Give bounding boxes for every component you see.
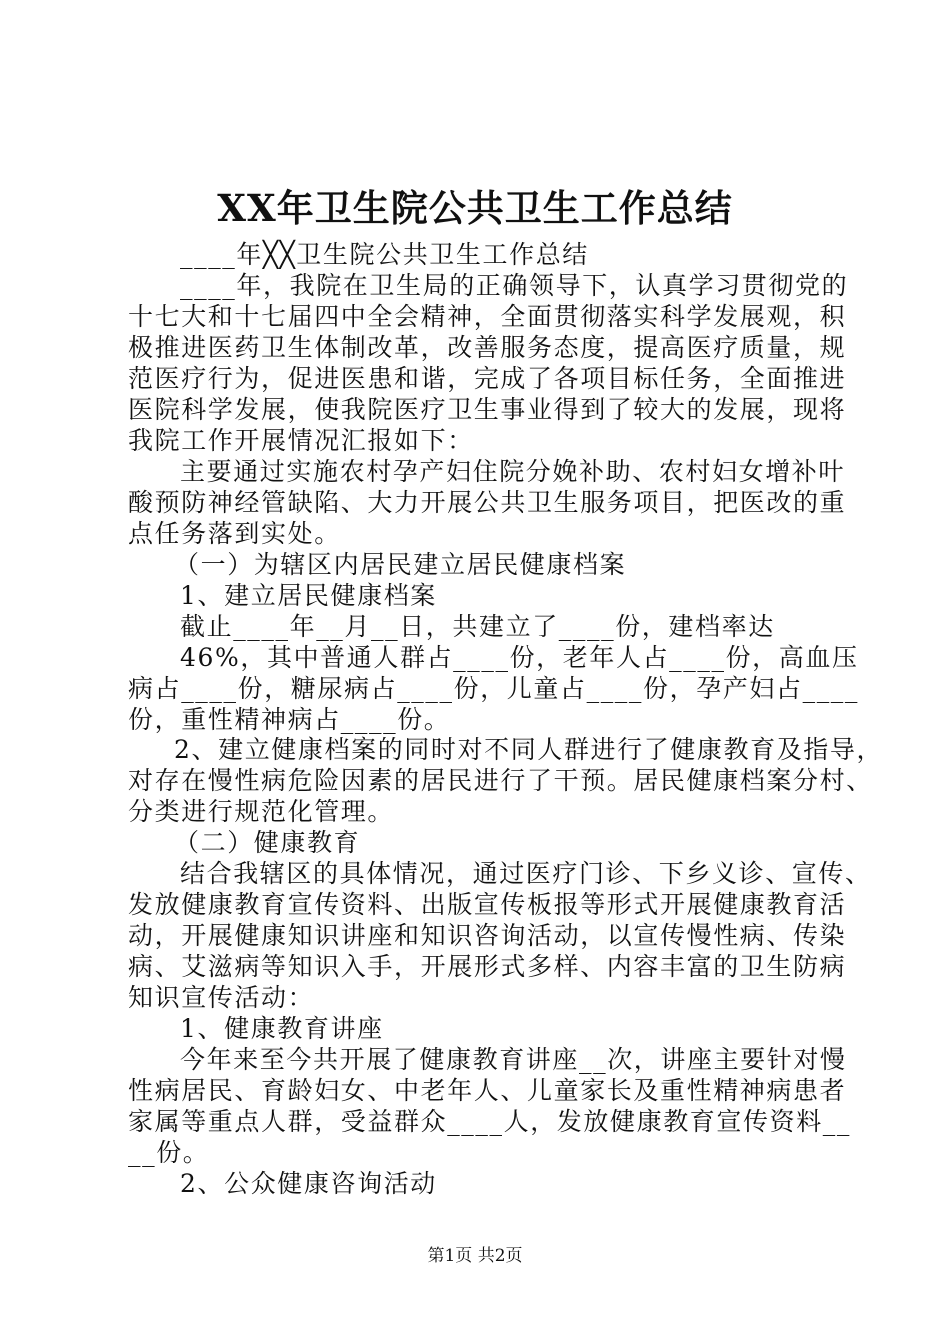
paragraph-line: 范医疗行为，促进医患和谐，完成了各项目标任务，全面推进: [128, 364, 847, 393]
paragraph-line: 对存在慢性病危险因素的居民进行了干预。居民健康档案分村、: [128, 766, 873, 795]
paragraph-line: 极推进医药卫生体制改革，改善服务态度，提高医疗质量，规: [128, 333, 847, 362]
paragraph-line: 结合我辖区的具体情况，通过医疗门诊、下乡义诊、宣传、: [180, 859, 872, 888]
paragraph-line: 知识宣传活动：: [128, 983, 315, 1012]
paragraph-line: 我院工作开展情况汇报如下：: [128, 426, 474, 455]
paragraph-line: 分类进行规范化管理。: [128, 797, 395, 826]
paragraph-line: 今年来至今共开展了健康教育讲座__次，讲座主要针对慢: [180, 1045, 847, 1074]
paragraph-line: 医院科学发展，使我院医疗卫生事业得到了较大的发展，现将: [128, 395, 847, 424]
subsection-heading: 1、健康教育讲座: [180, 1014, 384, 1043]
paragraph-line: 2、建立健康档案的同时对不同人群进行了健康教育及指导，: [174, 735, 884, 764]
page-title: XX年卫生院公共卫生工作总结: [217, 186, 733, 230]
paragraph-line: 46%，其中普通人群占____份，老年人占____份，高血压: [180, 643, 859, 672]
paragraph-line: ____年，我院在卫生局的正确领导下，认真学习贯彻党的: [180, 271, 849, 300]
subtitle-line: ____年╳╳卫生院公共卫生工作总结: [180, 240, 589, 269]
paragraph-line: 点任务落到实处。: [128, 519, 341, 548]
paragraph-line: __份。: [128, 1138, 210, 1167]
paragraph-line: 份，重性精神病占____份。: [128, 705, 451, 734]
paragraph-line: 截止____年__月__日，共建立了____份，建档率达: [180, 612, 775, 641]
paragraph-line: 性病居民、育龄妇女、中老年人、儿童家长及重性精神病患者: [128, 1076, 847, 1105]
paragraph-line: 家属等重点人群，受益群众____人，发放健康教育宣传资料__: [128, 1107, 852, 1136]
subsection-heading: 2、公众健康咨询活动: [180, 1169, 437, 1198]
paragraph-line: 十七大和十七届四中全会精神，全面贯彻落实科学发展观，积: [128, 302, 847, 331]
paragraph-line: 发放健康教育宣传资料、出版宣传板报等形式开展健康教育活: [128, 890, 847, 919]
page-footer: 第1页 共2页: [427, 1246, 523, 1266]
paragraph-line: 动，开展健康知识讲座和知识咨询活动，以宣传慢性病、传染: [128, 921, 847, 950]
paragraph-line: 主要通过实施农村孕产妇住院分娩补助、农村妇女增补叶: [180, 457, 846, 486]
subsection-heading: 1、建立居民健康档案: [180, 581, 437, 610]
section-heading: （一）为辖区内居民建立居民健康档案: [174, 550, 627, 579]
section-heading: （二）健康教育: [174, 828, 361, 857]
paragraph-line: 病、艾滋病等知识入手，开展形式多样、内容丰富的卫生防病: [128, 952, 847, 981]
paragraph-line: 病占____份，糖尿病占____份，儿童占____份，孕产妇占____: [128, 674, 860, 703]
paragraph-line: 酸预防神经管缺陷、大力开展公共卫生服务项目，把医改的重: [128, 488, 847, 517]
